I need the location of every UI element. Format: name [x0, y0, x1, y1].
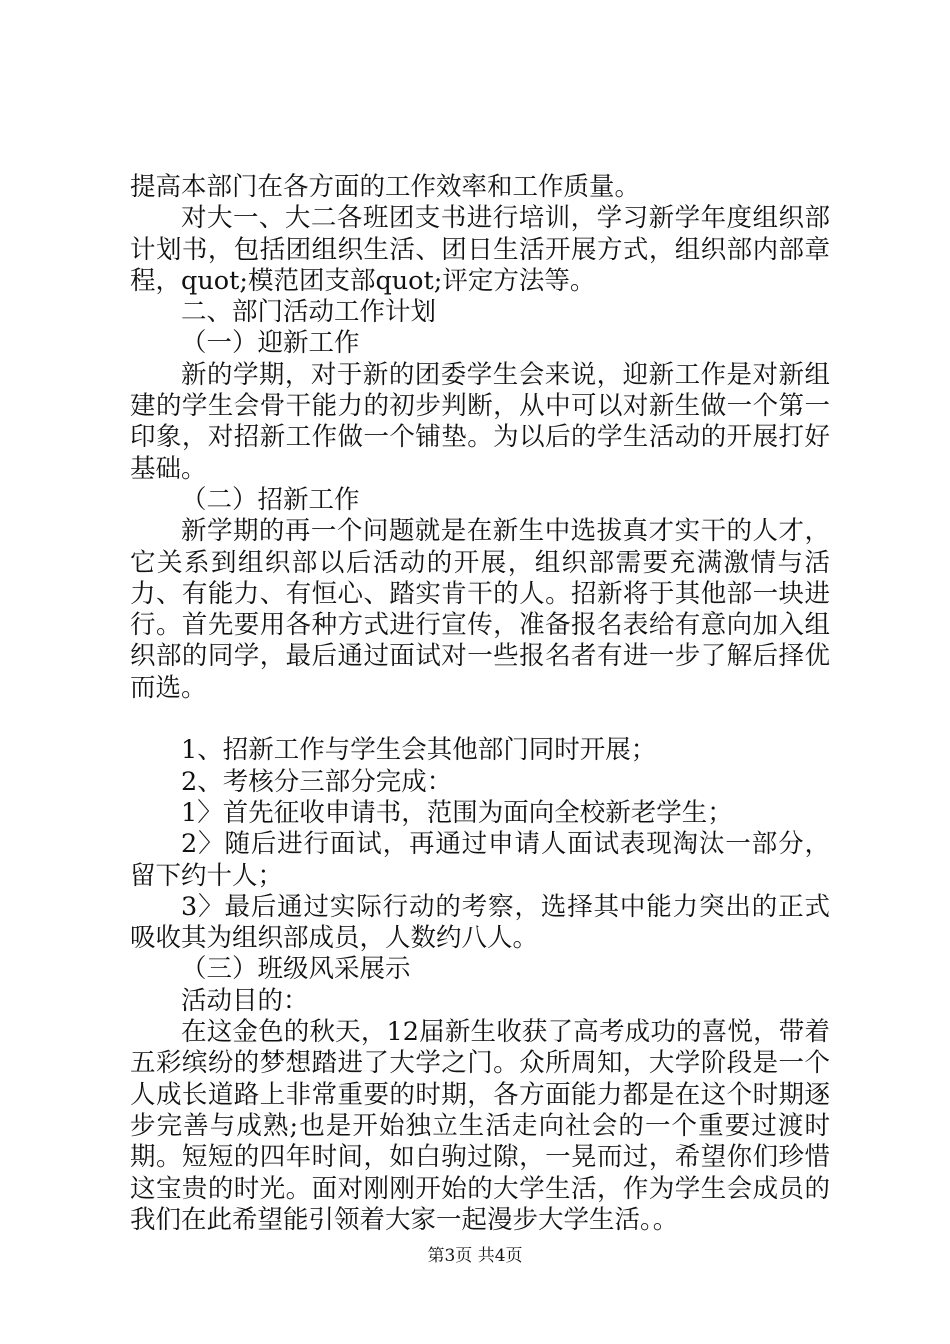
paragraph: 活动目的：: [181, 985, 309, 1016]
paragraph: 新的学期，对于新的团委学生会来说，迎新工作是对新组建的学生会骨干能力的初步判断，从中可以对新生做一个第一印象，对招新工作做一个铺垫。为以后的学生活动的开展打好基础。: [130, 359, 830, 484]
list-item: 1、招新工作与学生会其他部门同时开展；: [181, 735, 657, 766]
paragraph: 在这金色的秋天，12届新生收获了高考成功的喜悦，带着五彩缤纷的梦想踏进了大学之门。众所周知，大学阶段是一个人成长道路上非常重要的时期，各方面能力都是在这个时期逐步完善与成熟;也是开始独立生活走向社会的一个重要过渡时期。短短的四年时间，如白驹过隙，一晃而过，希望你们珍惜这宝贵的时光。面对刚刚开始的大学生活，作为学生会成员的我们在此希望能引领着大家一起漫步大学生活。。: [130, 1017, 830, 1235]
page-footer: [0, 1246, 950, 1266]
list-item: 3〉最后通过实际行动的考察，选择其中能力突出的正式吸收其为组织部成员，人数约八人。: [130, 891, 830, 954]
paragraph: 对大一、大二各班团支书进行培训，学习新学年度组织部计划书，包括团组织生活、团日生活开展方式，组织部内部章程，quot;模范团支部quot;评定方法等。: [130, 203, 830, 296]
list-item: 2、考核分三部分完成：: [181, 766, 453, 797]
subsection-heading: （三）班级风采展示: [181, 954, 411, 985]
paragraph-gap: [130, 704, 830, 735]
list-item: 1〉首先征收申请书，范围为面向全校新老学生；: [181, 797, 733, 828]
document-body: [130, 172, 830, 1236]
paragraph: 新学期的再一个问题就是在新生中选拔真才实干的人才，它关系到组织部以后活动的开展，组织部需要充满激情与活力、有能力、有恒心、踏实肯干的人。招新将于其他部一块进行。首先要用各种方式进行宣传，准备报名表给有意向加入组织部的同学，最后通过面试对一些报名者有进一步了解后择优而选。: [130, 516, 830, 703]
section-heading: 二、部门活动工作计划: [181, 297, 437, 328]
subsection-heading: （二）招新工作: [181, 484, 360, 515]
subsection-heading: （一）迎新工作: [181, 328, 360, 359]
list-item: 2〉随后进行面试，再通过申请人面试表现淘汰一部分，留下约十人；: [130, 829, 830, 891]
paragraph: 提高本部门在各方面的工作效率和工作质量。: [130, 172, 641, 202]
page-number-label: 第3页 共4页: [427, 1246, 523, 1266]
